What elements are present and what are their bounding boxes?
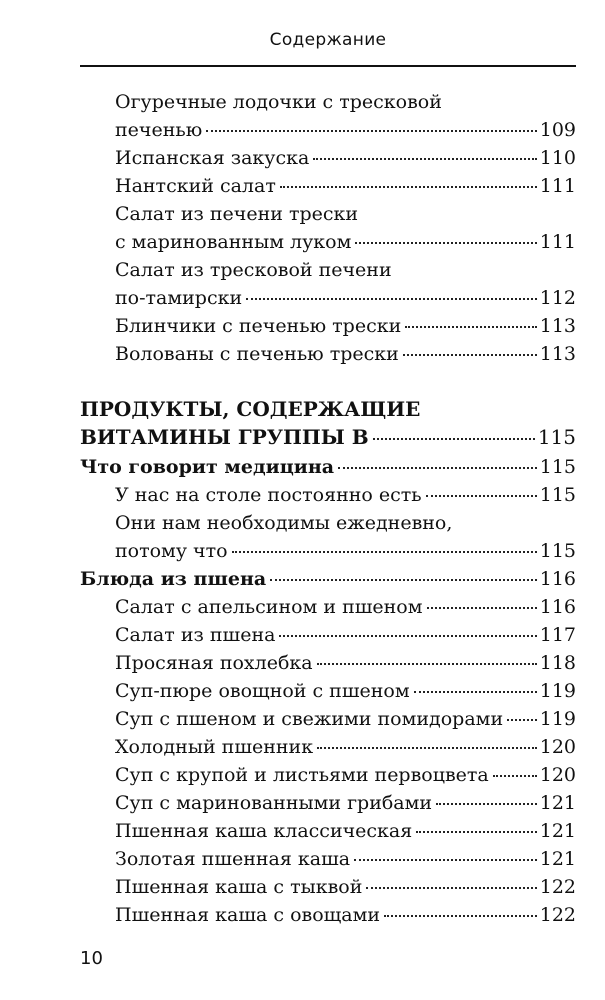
dot-leader [206, 130, 536, 132]
toc-page-number: 119 [539, 680, 576, 702]
toc-chapter-title: Что говорит медицина [80, 456, 335, 478]
toc-page-number: 115 [539, 456, 576, 478]
toc-entry [115, 256, 576, 312]
toc-entry-title: Салат из пшена [115, 624, 276, 646]
toc-page-number: 122 [539, 904, 576, 926]
toc-page-number: 110 [539, 147, 576, 169]
toc-page-number: 113 [539, 343, 576, 365]
toc-entry-title: Золотая пшенная каша [115, 848, 351, 870]
toc-page-number: 119 [539, 708, 576, 730]
toc-entry-title: Волованы с печенью трески [115, 343, 399, 365]
toc-chapter-title: Блюда из пшена [80, 568, 267, 590]
toc-entry-title: Суп-пюре овощной с пшеном [115, 680, 410, 702]
toc-entry-title: Суп с крупой и листьями первоцвета [115, 764, 489, 786]
toc-entry [115, 789, 576, 817]
toc-page-number: 112 [539, 287, 576, 309]
toc-entry-title: У нас на столе постоянно есть [115, 484, 422, 506]
dot-leader [279, 635, 536, 637]
dot-leader [317, 663, 537, 665]
toc-chapter-entry [80, 565, 576, 593]
dot-leader [366, 887, 536, 889]
dot-leader [338, 467, 537, 469]
toc-entry [115, 340, 576, 368]
toc-page-number: 109 [539, 119, 576, 141]
toc-entry [115, 312, 576, 340]
toc-page-number: 113 [539, 315, 576, 337]
toc-entry [115, 509, 576, 565]
toc-entry-title: Блинчики с печенью трески [115, 315, 402, 337]
toc-entry-title: Пшенная каша с тыквой [115, 876, 363, 898]
running-header: Содержание [269, 30, 387, 50]
toc-entry-title: Салат с апельсином и пшеном [115, 596, 423, 618]
toc-page-number: 122 [539, 876, 576, 898]
dot-leader [232, 551, 537, 553]
toc-entry-title: Холодный пшенник [115, 736, 314, 758]
toc-page-number: 121 [539, 820, 576, 842]
toc-entry [115, 901, 576, 929]
toc-entry-title: Испанская закуска [115, 147, 310, 169]
toc-entry [115, 817, 576, 845]
toc-page-number: 115 [537, 425, 576, 449]
dot-leader [427, 607, 537, 609]
toc-page-number: 120 [539, 764, 576, 786]
dot-leader [373, 438, 535, 440]
toc-entry [115, 845, 576, 873]
dot-leader [354, 859, 537, 861]
toc-page-number: 115 [539, 484, 576, 506]
dot-leader [384, 915, 537, 917]
dot-leader [507, 719, 537, 721]
toc-entry-title: Пшенная каша классическая [115, 820, 413, 842]
dot-leader [317, 747, 537, 749]
toc-entry-title: Пшенная каша с овощами [115, 904, 381, 926]
toc-entry-title-line1: Салат из печени трески [115, 203, 359, 225]
dot-leader [313, 158, 536, 160]
toc-entry-title-line1: Они нам необходимы ежедневно, [115, 512, 453, 534]
dot-leader [493, 775, 537, 777]
toc-entry [115, 144, 576, 172]
toc-entry-title: Суп с пшеном и свежими помидорами [115, 708, 504, 730]
toc-entry [115, 200, 576, 256]
toc-page-number: 115 [539, 540, 576, 562]
toc-entry [115, 593, 576, 621]
toc-entry [115, 761, 576, 789]
toc-entry [115, 88, 576, 144]
dot-leader [426, 495, 537, 497]
toc-page-number: 120 [539, 736, 576, 758]
toc-section-entry [80, 395, 576, 451]
toc-entry-title: потому что [115, 540, 228, 562]
dot-leader [246, 298, 537, 300]
toc-section-title-line1: ПРОДУКТЫ, СОДЕРЖАЩИЕ [80, 397, 421, 421]
toc-page-number: 116 [539, 568, 576, 590]
toc-entry [115, 873, 576, 901]
toc-page-number: 121 [539, 848, 576, 870]
toc-page-number: 116 [539, 596, 576, 618]
toc-page-number: 118 [539, 652, 576, 674]
dot-leader [436, 803, 537, 805]
toc-page-number: 117 [539, 624, 576, 646]
toc-page-number: 121 [539, 792, 576, 814]
dot-leader [355, 242, 536, 244]
toc-entry-title-line1: Салат из тресковой печени [115, 259, 392, 281]
dot-leader [270, 579, 537, 581]
dot-leader [403, 354, 537, 356]
toc-entry-title: по-тамирски [115, 287, 243, 309]
toc-page-number: 111 [539, 231, 576, 253]
page-number: 10 [80, 948, 103, 969]
toc-section-title: ВИТАМИНЫ ГРУППЫ В [80, 425, 369, 449]
toc-entry-title: Просяная похлебка [115, 652, 313, 674]
toc-entry [115, 733, 576, 761]
toc-entry [115, 677, 576, 705]
toc-entry [115, 481, 576, 509]
toc-entry-title: печенью [115, 119, 203, 141]
toc-chapter-entry [80, 453, 576, 481]
toc-entry-title: Нантский салат [115, 175, 276, 197]
toc-entry-title-line1: Огуречные лодочки с тресковой [115, 91, 442, 113]
toc-entry [115, 621, 576, 649]
dot-leader [416, 831, 536, 833]
toc-entry-title: Суп с маринованными грибами [115, 792, 433, 814]
dot-leader [414, 691, 537, 693]
dot-leader [405, 326, 536, 328]
toc-entry [115, 705, 576, 733]
toc-entry [115, 172, 576, 200]
toc-page-number: 111 [539, 175, 576, 197]
toc-entry [115, 649, 576, 677]
toc-entry-title: с маринованным луком [115, 231, 352, 253]
dot-leader [280, 186, 537, 188]
